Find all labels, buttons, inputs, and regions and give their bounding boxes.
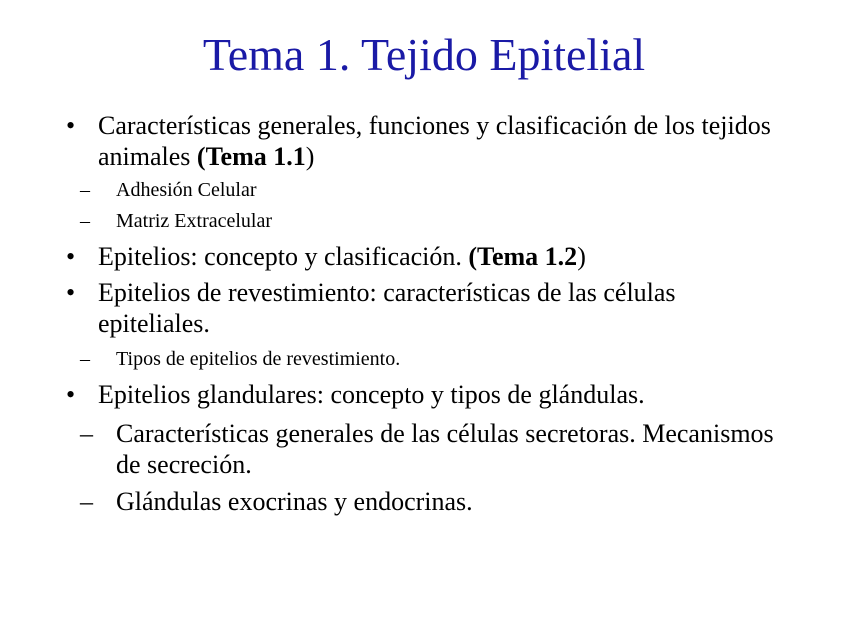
sub-item-text: Matriz Extracelular — [116, 210, 273, 232]
sub-item — [80, 178, 786, 202]
sub-item-text: Glándulas exocrinas y endocrinas. — [116, 487, 473, 516]
item-tail: ) — [305, 142, 315, 171]
bullet-icon: • — [66, 278, 76, 307]
list-item — [66, 110, 786, 172]
sub-item-text: Adhesión Celular — [116, 179, 257, 201]
item-bold-ref: (Tema 1.1 — [196, 142, 306, 171]
sub-item — [80, 418, 786, 480]
list-item — [66, 277, 786, 339]
dash-icon: – — [80, 210, 90, 232]
bullet-icon: • — [66, 242, 76, 271]
item-text: Epitelios de revestimiento: características de las células epiteliales. — [98, 278, 676, 338]
bullet-icon: • — [66, 380, 76, 409]
sub-item-text: Características generales de las células secretoras. Mecanismos de secreción. — [116, 419, 774, 479]
sub-item — [80, 347, 786, 371]
bullet-icon: • — [66, 111, 76, 140]
list-item — [66, 379, 786, 410]
slide-title: Tema 1. Tejido Epitelial — [202, 29, 646, 80]
dash-icon: – — [80, 348, 90, 370]
dash-icon: – — [80, 179, 90, 201]
item-text: Epitelios glandulares: concepto y tipos de glándulas. — [98, 380, 645, 409]
item-text: Epitelios: concepto y clasificación. — [98, 242, 469, 271]
item-bold-ref: (Tema 1.2 — [468, 242, 578, 271]
sub-item — [80, 486, 786, 517]
item-text: Características generales, funciones y clasificación de los tejidos animales — [98, 111, 771, 171]
list-item — [66, 241, 786, 272]
dash-icon: – — [80, 487, 93, 516]
sub-item-text: Tipos de epitelios de revestimiento. — [116, 348, 401, 370]
sub-item — [80, 209, 786, 233]
dash-icon: – — [80, 419, 93, 448]
item-tail: ) — [577, 242, 586, 271]
bullet-list — [66, 110, 786, 517]
